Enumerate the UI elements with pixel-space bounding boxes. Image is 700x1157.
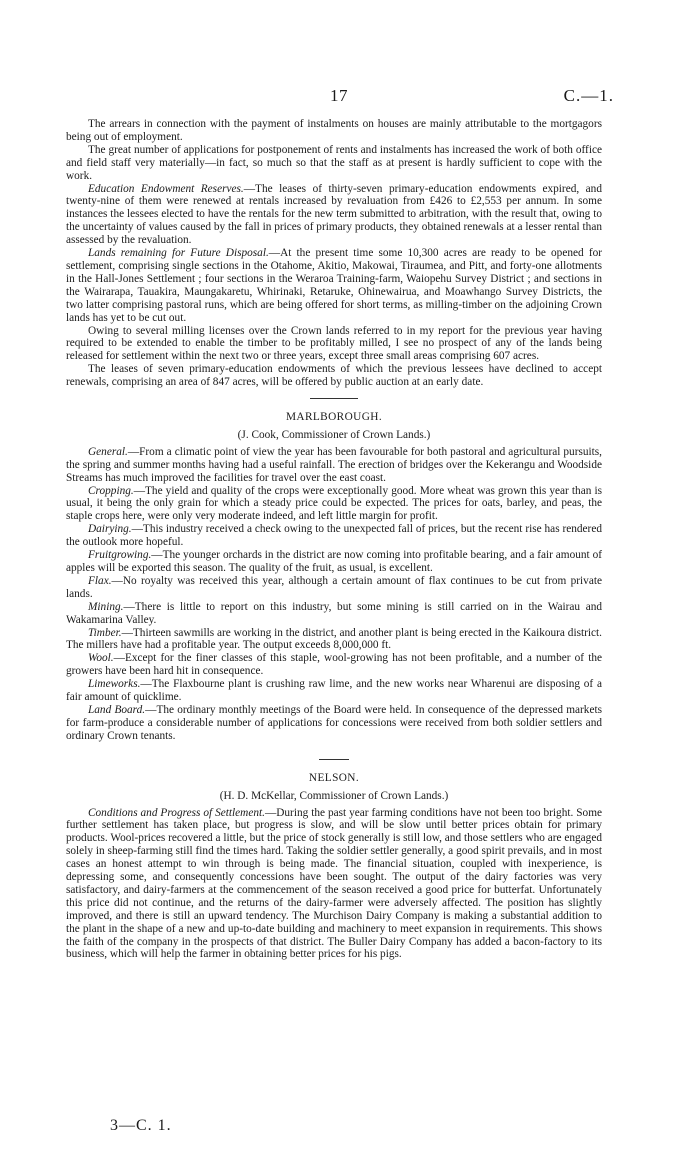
section-text: —Thirteen sawmills are working in the district, and another plant is being erected in the Kaikoura district. The millers have had a profitable year. The output exceeds 8,000,000 ft. [66,626,602,652]
page-signature: 3—C. 1. [110,1117,172,1134]
page-header [0,86,700,108]
commissioner-marlborough: (J. Cook, Commissioner of Crown Lands.) [237,428,431,441]
section-label: Mining. [88,600,124,613]
paragraph-fruitgrowing [66,549,602,575]
section-text: —This industry received a check owing to the unexpected fall of prices, but the recent rise has rendered the outlook more hopeful. [66,523,602,549]
paragraph-applications: The great number of applications for postponement of rents and instalments has increased the work of both office and field staff very materially—in fact, so much so that the staff as at present is hardly sufficient to cope with the work. [66,143,602,182]
section-label: Land Board. [88,703,146,716]
heading-nelson: NELSON. [308,771,360,784]
section-divider [319,759,349,760]
paragraph-arrears: The arrears in connection with the payment of instalments on houses are mainly attributable to the mortgagors being out of employment. [66,118,602,143]
section-text: —The ordinary monthly meetings of the Board were held. In consequence of the depressed markets for farm-produce a considerable number of applications for concessions were received from both soldier settlers and ordinary Crown tenants. [66,703,602,742]
page-number: 17 [330,86,348,105]
document-body [66,118,602,961]
section-label: Flax. [88,574,112,587]
section-label: Conditions and Progress of Settlement. [88,806,265,819]
paragraph-dairying [66,523,602,549]
section-text: —The yield and quality of the crops were exceptionally good. More wheat was grown this year than is usual, it being the only grain for which a steady price could be expected. The prices for oats, barley, and peas, the staple crops here, were only very moderate indeed, and left little margin for profit. [66,484,602,523]
paragraph-timber [66,627,602,653]
paragraph-education-endowment [66,183,602,248]
paragraph-cropping [66,485,602,524]
section-label: Cropping. [88,484,134,497]
section-text: —No royalty was received this year, although a certain amount of flax continues to be cut from private lands. [66,574,602,600]
section-text: —At the present time some 10,300 acres are ready to be opened for settlement, comprising single sections in the Otahome, Akitio, Makowai, Tiraumea, and Pitt, and forty-one allotments in the Hall-Jones Settlement ; four sections in the Weraroa Training-farm, Waiopehu Survey District ; and sections in the Wairarapa, Tauakira, Maungakaretu, Whirinaki, Retaruke, Ohinewairua, and Moawhango Survey Districts, the two latter comprising pastoral runs, which are being offered for short terms, as milling-timber on the adjoining Crown lands has yet to be cut out. [66,247,602,324]
paragraph-wool [66,652,602,678]
section-label: General. [88,445,128,458]
section-text: —Except for the finer classes of this staple, wool-growing has not been profitable, and a number of the growers have been hard hit in consequence. [66,652,602,678]
section-label: Education Endowment Reserves. [88,182,244,195]
section-label: Limeworks. [88,678,141,691]
section-label: Wool. [88,652,114,665]
section-text: —There is little to report on this industry, but some mining is still carried on in the Wairau and Wakamarina Valley. [66,600,602,626]
paragraph-general [66,446,602,485]
section-label: Lands remaining for Future Disposal. [88,247,269,260]
paragraph-milling-licenses: Owing to several milling licenses over the Crown lands referred to in my report for the previous year having required to be extended to enable the timber to be profitably milled, I see no prospect of any of the lands being released for settlement within the next two or three years, except three small areas comprising 607 acres. [66,324,602,363]
paragraph-mining [66,601,602,627]
section-text: —The younger orchards in the district are now coming into profitable bearing, and a fair amount of apples will be exported this season. The quality of the fruit, as usual, is excellent. [66,549,602,574]
section-text: —The leases of thirty-seven primary-education endowments expired, and twenty-nine of them were renewed at rentals increased by revaluation from £426 to £2,553 per annum. In some instances the lessees elected to have the rentals for the new term submitted to arbitration, with the result that, owing to the uncertainty of values caused by the fall in prices of primary products, they obtained renewals at a lesser rental than assessed by the revaluation. [66,182,602,247]
document-reference: C.—1. [563,86,614,105]
paragraph-flax [66,575,602,601]
paragraph-future-disposal [66,247,602,324]
commissioner-nelson: (H. D. McKellar, Commissioner of Crown Lands.) [219,789,449,802]
section-label: Dairying. [88,523,132,536]
paragraph-conditions [66,807,602,962]
paragraph-leases-auction: The leases of seven primary-education endowments of which the previous lessees have declined to accept renewals, comprising an area of 847 acres, will be offered by public auction at an early date. [66,363,602,389]
section-text: —From a climatic point of view the year has been favourable for both pastoral and agricultural pursuits, the spring and summer months having had a useful rainfall. The erection of bridges over the Kekerangu and Woodside Streams has much improved the facilities for travel over the east coast. [66,445,602,484]
section-divider [310,398,358,399]
section-label: Timber. [88,626,122,639]
section-text: —During the past year farming conditions have not been too bright. Some further settlement has taken place, but progress is slow, and will be slow until better prices obtain for primary products. Wool-prices recovered a little, but the price of stock generally is still low, and those settlers who are engaged solely in sheep-farming still find the times hard. Taking the soldier settler generally, a good spirit prevails, and in most cases an honest attempt to win through is being made. The financial situation, coupled with inexperience, is depressing some, and consequently concessions have been sought. The output of the dairy factories was very satisfactory, and dairy-farmers at the commencement of the season received a good price for butterfat. Unfortunately this price did not continue, and the returns of the dairy-farmer were adversely affected. The position has slightly improved, and there is still an upward tendency. The Murchison Dairy Company is making a substantial addition to the plant in the shape of a new and up-to-date building and machinery to meet expansion in requirements. This shows the faith of the company in the prospects of that district. The Buller Dairy Company has added a bacon-factory to its business, which will help the farmer in obtaining better prices for his pigs. [66,806,603,961]
heading-marlborough: MARLBOROUGH. [285,411,383,424]
paragraph-limeworks [66,678,602,704]
paragraph-land-board [66,704,602,743]
section-text: —The Flaxbourne plant is crushing raw lime, and the new works near Wharenui are disposing of a fair amount of quicklime. [66,678,602,704]
section-label: Fruitgrowing. [88,549,152,562]
